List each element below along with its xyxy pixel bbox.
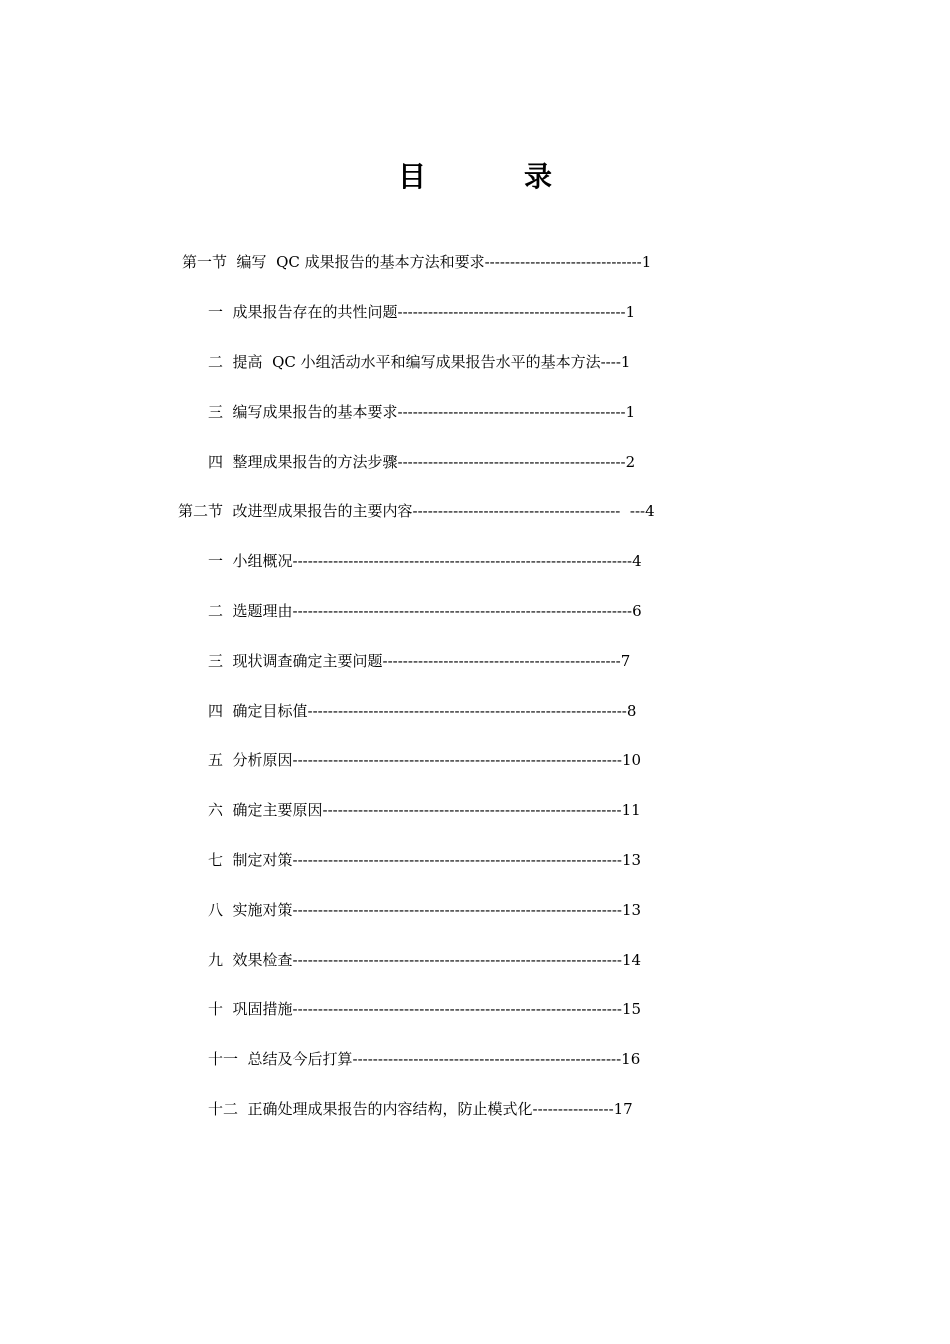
toc-entry[interactable] xyxy=(208,599,642,623)
toc-entry[interactable] xyxy=(208,450,635,474)
toc-entry[interactable] xyxy=(208,898,641,922)
toc-entry[interactable] xyxy=(208,699,636,723)
toc-entry-text: 三 现状调查确定主要问题-----------------------------------------------7 xyxy=(208,652,631,670)
toc-entry[interactable] xyxy=(208,997,641,1021)
toc-entry-text: 第一节 编写 QC 成果报告的基本方法和要求-------------------------------1 xyxy=(182,253,652,271)
toc-entry[interactable] xyxy=(208,1097,633,1121)
title-char-1: 目 xyxy=(397,160,426,193)
toc-entry-text: 六 确定主要原因-----------------------------------------------------------11 xyxy=(208,801,641,819)
toc-entry[interactable] xyxy=(208,300,635,324)
toc-entry[interactable] xyxy=(208,549,642,573)
toc-entry-text: 二 选题理由-------------------------------------------------------------------6 xyxy=(208,602,642,620)
toc-entry-text: 五 分析原因-----------------------------------------------------------------10 xyxy=(208,751,642,769)
toc-entry[interactable] xyxy=(208,948,641,972)
toc-entry-text: 十 巩固措施-----------------------------------------------------------------15 xyxy=(208,1000,642,1018)
toc-entry[interactable] xyxy=(208,350,630,374)
toc-entry-text: 九 效果检查-----------------------------------------------------------------14 xyxy=(208,951,642,969)
toc-entry-text: 八 实施对策-----------------------------------------------------------------13 xyxy=(208,901,642,919)
toc-entry-text: 一 成果报告存在的共性问题---------------------------------------------1 xyxy=(208,303,636,321)
toc-entry-section-2[interactable] xyxy=(178,499,655,523)
title-char-2: 录 xyxy=(524,160,553,193)
toc-entry-text: 第二节 改进型成果报告的主要内容----------------------------------------- ---4 xyxy=(178,502,655,520)
toc-entry[interactable] xyxy=(208,798,641,822)
page-title xyxy=(0,155,950,195)
toc-entry-text: 十二 正确处理成果报告的内容结构，防止模式化----------------17 xyxy=(208,1100,633,1118)
toc-entry-section-1[interactable] xyxy=(182,250,651,274)
toc-entry-text: 一 小组概况-------------------------------------------------------------------4 xyxy=(208,552,642,570)
toc-entry[interactable] xyxy=(208,748,641,772)
toc-entry[interactable] xyxy=(208,649,630,673)
toc-entry[interactable] xyxy=(208,1047,640,1071)
toc-entry-text: 二 提高 QC 小组活动水平和编写成果报告水平的基本方法----1 xyxy=(208,353,631,371)
toc-entry-text: 三 编写成果报告的基本要求---------------------------------------------1 xyxy=(208,403,636,421)
toc-entry-text: 十一 总结及今后打算-----------------------------------------------------16 xyxy=(208,1050,641,1068)
toc-entry[interactable] xyxy=(208,848,641,872)
toc-entry-text: 七 制定对策-----------------------------------------------------------------13 xyxy=(208,851,642,869)
toc-entry-text: 四 确定目标值---------------------------------------------------------------8 xyxy=(208,702,637,720)
toc-entry[interactable] xyxy=(208,400,635,424)
toc-entry-text: 四 整理成果报告的方法步骤---------------------------------------------2 xyxy=(208,453,636,471)
